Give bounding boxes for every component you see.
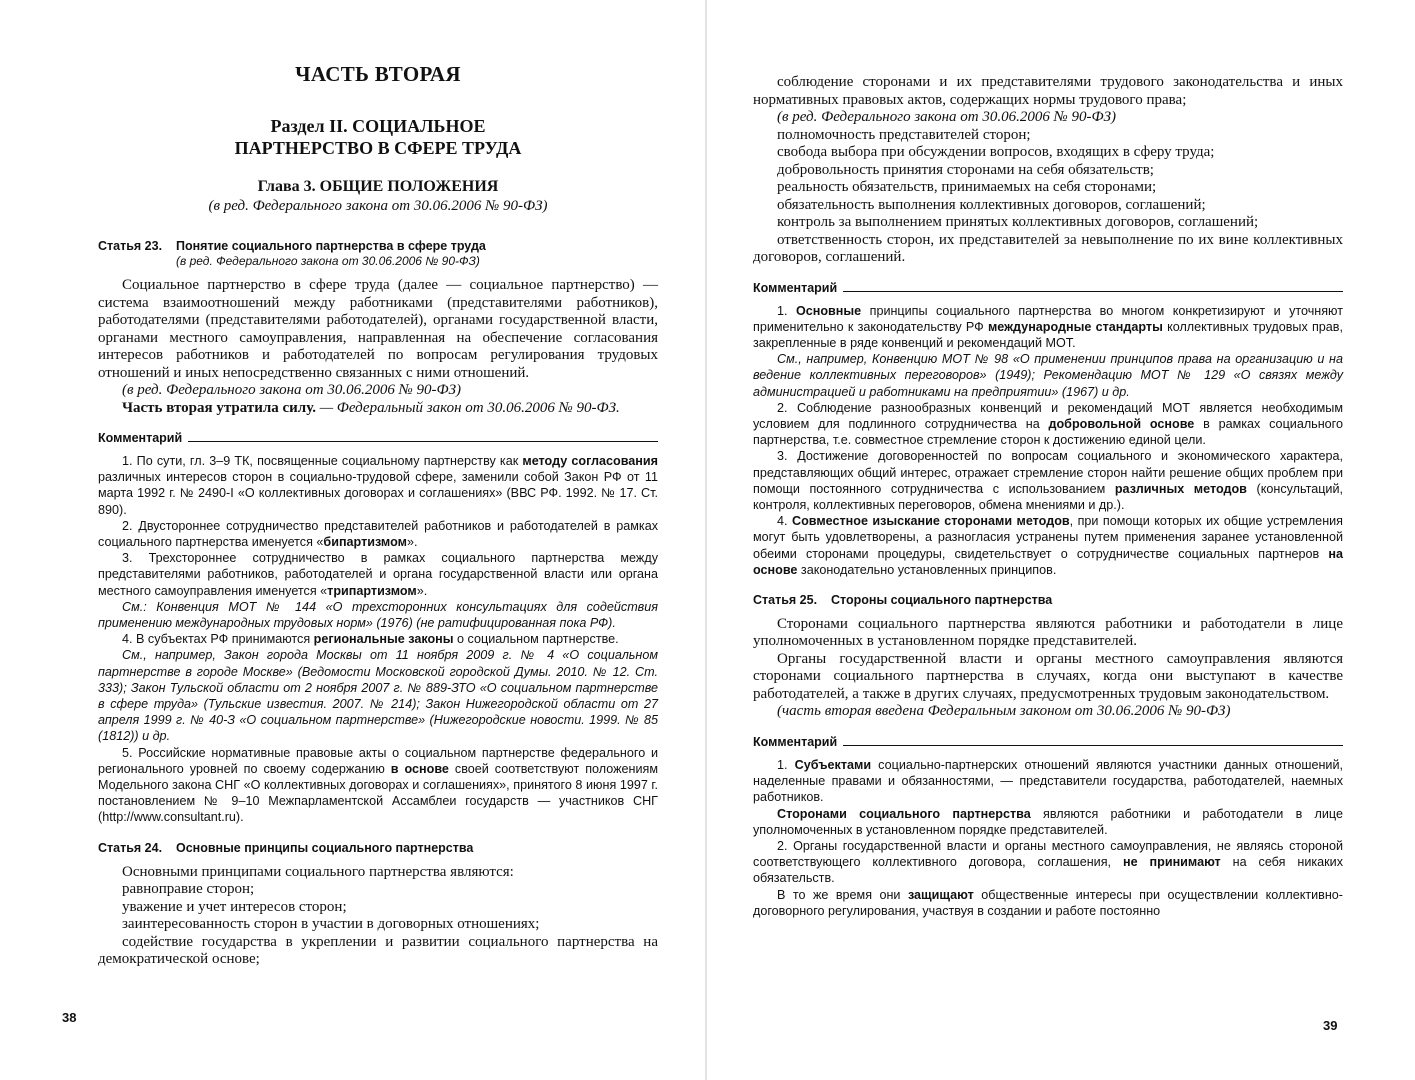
- comment-24-1-bold-2: международные стандарты: [987, 319, 1163, 334]
- article-24-item: уважение и учет интересов сторон;: [122, 898, 347, 915]
- comment-label: Комментарий: [753, 280, 838, 295]
- chapter-title: Глава 3. ОБЩИЕ ПОЛОЖЕНИЯ: [257, 178, 499, 195]
- comment-23-5-pre: 5. Российские нормативные правовые акты о социальном партнерстве федерального и регионального уровней по своему содержанию: [98, 745, 658, 776]
- article-24-item: полномочность представителей сторон;: [777, 126, 1031, 143]
- article-24-edit-note: (в ред. Федерального закона от 30.06.2006 № 90-ФЗ): [777, 109, 1117, 125]
- comment-24-1-mid: принципы социального партнерства во многом конкретизируют и уточняют применительно к законодательству РФ: [753, 303, 1343, 334]
- comment-25-2-pre: 2. Органы государственной власти и органы местного самоуправления, не являясь стороной соответствующего коллективного договора, соглашения,: [753, 838, 1343, 870]
- comment-23-4-pre: 4. В субъектах РФ принимаются: [122, 632, 314, 647]
- comment-23-3: [98, 550, 658, 599]
- comment-rule: [843, 290, 1343, 292]
- book-gutter: [705, 0, 707, 1080]
- comment-23-2-post: ».: [406, 535, 418, 550]
- spacer: [753, 578, 1343, 592]
- article-23-edit-note: (в ред. Федерального закона от 30.06.2006 № 90-ФЗ): [122, 382, 462, 398]
- comment-24-2-bold: добровольной основе: [1048, 416, 1195, 431]
- article-24-item: реальность обязательств, принимаемых на себя сторонами;: [777, 179, 1157, 195]
- comment-23-1-pre: 1. По сути, гл. 3–9 ТК, посвященные социальному партнерству как: [122, 454, 523, 468]
- comment-24-4-bold: Совместное изыскание сторонами методов: [791, 514, 1070, 529]
- article-25-note: (часть вторая введена Федеральным законом от 30.06.2006 № 90-ФЗ): [777, 703, 1231, 720]
- comment-24-4: [753, 513, 1343, 578]
- comment-23-1-post: различных интересов сторон в социально-трудовой сфере, заменили собой Закон РФ от 11 марта 1992 г. № 2490-I «О коллективных договорах и соглашениях» (ВВС РФ. 1992. № 17. Ст. 890).: [98, 470, 658, 517]
- comment-23-3-post: ».: [416, 583, 428, 598]
- article-25-number: Статья 25.: [753, 592, 818, 607]
- comment-24-1-ref: См., например, Конвенцию МОТ № 98 «О применении принципов права на организацию и на ведение коллективных переговоров» (1949); Рекомендацию МОТ № 129 «О связях между администрацией и работниками на предприятии» (1967) и др.: [753, 352, 1343, 399]
- lost-part-rest: — Федеральный закон от 30.06.2006 № 90-ФЗ.: [315, 399, 620, 416]
- comment-23-2-bold: бипартизмом: [323, 535, 407, 550]
- comment-label: Комментарий: [98, 431, 183, 445]
- section-title-line-2: ПАРТНЕРСТВО В СФЕРЕ ТРУДА: [234, 138, 522, 158]
- comment-23-4-post: о социальном партнерстве.: [453, 632, 619, 647]
- article-24-number: Статья 24.: [98, 840, 163, 855]
- comment-25-2: [753, 838, 1343, 887]
- comment-25-2b-pre: В то же время они: [777, 887, 908, 902]
- article-23-note: (в ред. Федерального закона от 30.06.2006 № 90-ФЗ): [176, 254, 480, 268]
- article-23-lost-part: [98, 400, 658, 418]
- comment-23-2-pre: 2. Двустороннее сотрудничество представителей работников и работодателей в рамках социального партнерства именуется «: [98, 518, 658, 550]
- comment-24-1-pre: 1.: [777, 303, 796, 318]
- comment-24-1-post: коллективных трудовых прав, закрепленные в ряде конвенций и рекомендаций МОТ.: [753, 319, 1343, 350]
- comment-23-5-bold: в основе: [390, 761, 449, 776]
- comment-25-2-post: на себя никаких обязательств.: [753, 855, 1343, 886]
- comment-heading-2: [753, 735, 1343, 749]
- comment-label: Комментарий: [753, 734, 838, 749]
- comment-24-3: [753, 448, 1343, 513]
- comment-23-3-bold: трипартизмом: [327, 583, 417, 598]
- comment-24-1: [753, 303, 1343, 352]
- comment-23-3-pre: 3. Трехстороннее сотрудничество в рамках социального партнерства между представителями работников, работодателей и органа государственной власти или органа местного самоуправления именуется «: [98, 551, 658, 598]
- comment-24-3-bold: различных методов: [1114, 481, 1247, 496]
- left-column: [98, 62, 658, 969]
- comment-25-1-post: социально-партнерских отношений являются участники данных отношений, наделенные правами и обязанностями, — представители государства, работодателей, наемных работников.: [753, 757, 1343, 805]
- comment-rule: [188, 440, 658, 442]
- comment-24-3-post: (консультаций, контроля, коллективных переговоров, обмена мнениями и др.).: [753, 481, 1343, 512]
- comment-24-3-pre: 3. Достижение договоренностей по вопросам социального и экономического характера, представляющих общий интерес, отражает стремление сторон найти решение общих проблем при помощи постоянного сотрудничества с использованием: [753, 449, 1343, 496]
- article-24-intro: Основными принципами социального партнерства являются:: [122, 863, 514, 880]
- comment-24-2-post: в рамках социального партнерства, т.е. совместное стремление сторон к достижению единой цели.: [753, 416, 1344, 448]
- comment-23-5-post: своей соответствуют положениям Модельного закона СНГ «О коллективных договорах и соглашениях», принятого 8 июня 1997 г. постановлением № 9–10 Межпарламентской Ассамблеи государств — участников СНГ (http://www.consultant.ru).: [98, 761, 658, 825]
- part-title: ЧАСТЬ ВТОРАЯ: [295, 62, 461, 86]
- section-title-line-1: Раздел II. СОЦИАЛЬНОЕ: [270, 116, 486, 136]
- article-24-item: добровольность принятия сторонами на себя обязательств;: [777, 161, 1154, 178]
- article-24-heading: [98, 840, 658, 856]
- comment-23-3-ref: См.: Конвенция МОТ № 144 «О трехсторонних консультациях для содействия применению международных трудовых норм» (1976) (не ратифицированная пока РФ).: [98, 599, 658, 631]
- comment-25-1b: [753, 806, 1343, 838]
- article-25-title: Стороны социального партнерства: [831, 592, 1053, 607]
- comment-24-2-pre: 2. Соблюдение разнообразных конвенций и рекомендаций МОТ является необходимым условием для подлинного сотрудничества на: [753, 400, 1343, 431]
- comment-23-1: [98, 453, 658, 518]
- comment-25-1: [753, 757, 1343, 806]
- article-24-item: контроль за выполнением принятых коллективных договоров, соглашений;: [777, 214, 1259, 230]
- comment-25-1-pre: 1.: [777, 757, 795, 772]
- article-24-item: содействие государства в укреплении и развитии социального партнерства на демократической основе;: [98, 933, 658, 968]
- comment-23-2: [98, 518, 658, 550]
- article-24-title: Основные принципы социального партнерства: [176, 840, 474, 855]
- article-24-item: обязательность выполнения коллективных договоров, соглашений;: [777, 196, 1206, 213]
- article-24-item: равноправие сторон;: [122, 881, 255, 898]
- right-column: [753, 74, 1343, 919]
- right-page: [708, 0, 1415, 1080]
- comment-25-2-bold: не принимают: [1122, 855, 1221, 870]
- article-25-part-2: Органы государственной власти и органы местного самоуправления являются сторонами социального партнерства в случаях, когда они выступают в качестве работодателей, а также в других случаях, предусмотренных трудовым законодательством.: [753, 650, 1343, 702]
- comment-23-4-bold: региональные законы: [313, 632, 454, 647]
- comment-heading: [98, 431, 658, 445]
- article-24-item-last: ответственность сторон, их представителей за невыполнение по их вине коллективных договоров, соглашений.: [753, 231, 1343, 265]
- chapter-note: (в ред. Федерального закона от 30.06.2006 № 90-ФЗ): [208, 198, 548, 214]
- comment-25-1-bold: Субъектами: [794, 757, 872, 772]
- comment-rule: [843, 744, 1343, 746]
- page-number-right: 39: [1323, 1018, 1338, 1033]
- comment-25-2b-post: общественные интересы при осуществлении коллективно-договорного регулирования, участвуя в создании и работе постоянно: [753, 887, 1343, 918]
- comment-24-4-post: законодательно установленных принципов.: [797, 562, 1057, 577]
- comment-23-5: [98, 745, 658, 826]
- comment-24-4-pre: 4.: [777, 514, 792, 529]
- article-23-text: Социальное партнерство в сфере труда (далее — социальное партнерство) — система взаимоотношений между работниками (представителями работников), работодателями (представителями работодателей), органами государственной власти, органами местного самоуправления, направленная на обеспечение согласования интересов работников и работодателей по вопросам регулирования трудовых отношений и иных непосредственно связанных с ними отношений.: [98, 277, 658, 381]
- comment-25-1b-bold: Сторонами социального партнерства: [777, 806, 1031, 821]
- comment-25-2b-bold: защищают: [907, 887, 974, 902]
- comment-24-1-bold: Основные: [795, 303, 862, 318]
- article-23-title: Понятие социального партнерства в сфере труда: [176, 239, 486, 253]
- article-23-heading: [98, 238, 658, 254]
- comment-25-2b: [753, 887, 1343, 919]
- article-25-part-1: Сторонами социального партнерства являются работники и работодатели в лице уполномоченных в установленном порядке представителей.: [753, 615, 1343, 650]
- comment-heading: [753, 281, 1343, 295]
- article-23-number: Статья 23.: [98, 239, 163, 253]
- comment-24-4-mid: , при помощи которых их общие устремления могут быть удовлетворены, а разногласия устранены путем применения заранее установленной обеими сторонами процедуры, свидетельствует о сотрудничестве социальных партнеров: [753, 514, 1343, 561]
- comment-24-2: [753, 400, 1343, 449]
- page-number-left: 38: [62, 1010, 77, 1025]
- spacer: [98, 826, 658, 840]
- article-24-item: свобода выбора при обсуждении вопросов, входящих в сферу труда;: [777, 144, 1215, 160]
- article-24-item: заинтересованность сторон в участии в договорных отношениях;: [122, 916, 540, 933]
- comment-25-1b-post: являются работники и работодатели в лице уполномоченных в установленном порядке представителей.: [753, 806, 1344, 837]
- comment-23-4-ref: См., например, Закон города Москвы от 11 ноября 2009 г. № 4 «О социальном партнерстве в городе Москве» (Ведомости Московской городской Думы. 2010. № 12. Ст. 333); Закон Тульской области от 2 ноября 2007 г. № 889-ЗТО «О социальном партнерстве в сфере труда» (Тульские известия. 2007. № 214); Закон Нижегородской области от 27 апреля 1999 г. № 40-З «О социальном партнерстве» (Нижегородские новости. 1999. № 85 (1812)) и др.: [98, 648, 658, 744]
- comment-23-4: [98, 631, 658, 647]
- article-25-heading: [753, 592, 1343, 608]
- section-title: [98, 115, 658, 159]
- left-page: [0, 0, 705, 1080]
- lost-part-bold: Часть вторая утратила силу.: [122, 399, 316, 416]
- article-24-continued: соблюдение сторонами и их представителями трудового законодательства и иных нормативных правовых актов, содержащих нормы трудового права;: [753, 74, 1343, 108]
- comment-24-4-bold-2: на основе: [753, 546, 1343, 577]
- comment-23-1-bold: методу согласования: [522, 454, 659, 468]
